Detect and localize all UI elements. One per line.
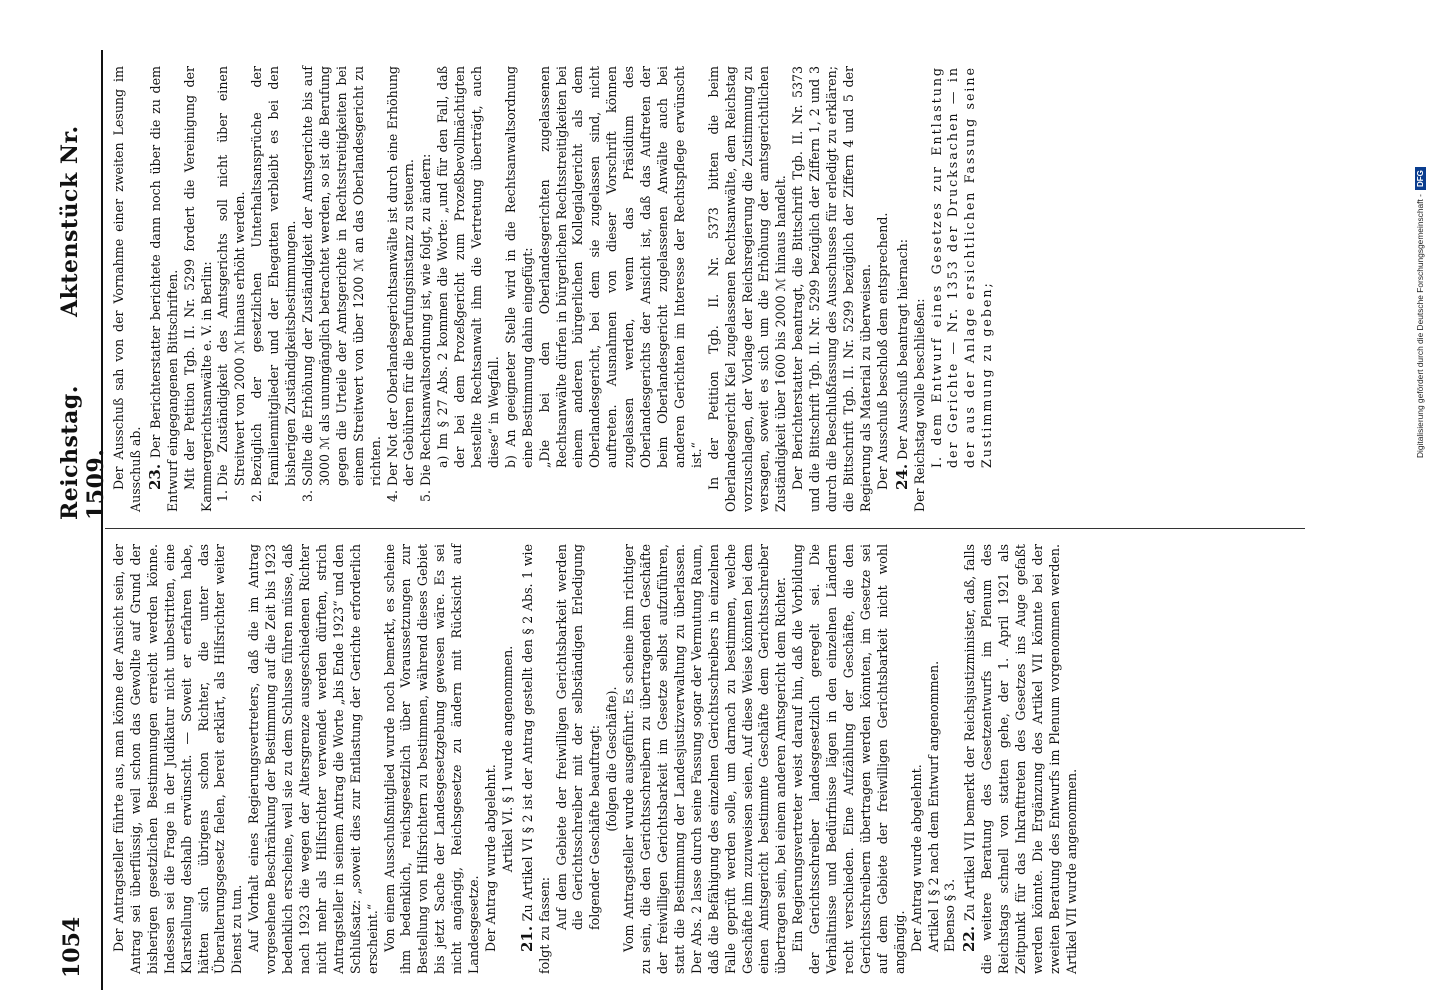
paragraph: Der Reichstag wolle beschließen: (911, 298, 927, 512)
stamp-text: Digitalisierung gefördert durch die Deutsche Forschungsgemeinschaft - (1415, 194, 1425, 458)
paragraph: Mit der Petition Tgb. II. Nr. 5299 fordert die Vereinigung der Kammergerichtsanwälte e. V. in Berlin: (181, 66, 214, 512)
paragraph: Ein Regierungsvertreter weist darauf hin, daß die Vorbildung der Gerichtsschreiber landesgesetzlich geregelt sei. Die Verhältnisse und Bedürfnisse lägen in den einzelnen Ländern recht verschieden. Eine Aufzählung der Geschäfte, die den Gerichtsschreibern übertragen werden könnten, im Gesetze sei auf dem Gebiete der freiwilligen Gerichtsbarkeit nicht wohl angängig. (790, 544, 907, 974)
paragraph: Der Berichterstatter beantragt, die Bittschrift Tgb. II. Nr. 5373 und die Bittschrift Tgb. II. Nr. 5299 bezüglich der Ziffern 1, 2 und 3 durch die Beschlußfassung des Ausschusses für erledigt zu erklären; die Bittschrift Tgb. II. Nr. 5299 bezüglich der Ziffern 4 und 5 der Regierung als Material zu überweisen. (790, 66, 873, 512)
sub-item-a: a) Im § 27 Abs. 2 kommen die Worte: „und für den Fall, daß der bei dem Prozeßgericht zum Prozeßbevollmächtigten bestellte Rechtsanwalt ihm die Vertretung überträgt, auch diese“ in Wegfall. (435, 66, 501, 468)
section-number: 24. (892, 463, 911, 490)
page-header (45, 50, 109, 990)
digitization-stamp (1412, 8, 1428, 458)
block-quote: „Die bei den Oberlandesgerichten zugelassenen Rechtsanwälte dürfen in bürgerlichen Rechtsstreitigkeiten bei einem anderen bürgerlichen Kollegialgericht als dem Oberlandesgericht, bei dem sie zugelassen sind, nicht auftreten. Ausnahmen von dieser Vorschrift können zugelassen werden, wenn das Präsidium des Oberlandesgerichts der Ansicht ist, daß das Auftreten der beim Oberlandesgericht zugelassenen Anwälte auch bei anderen Gerichten im Interesse der Rechtspflege erwünscht ist.“ (536, 66, 704, 468)
paragraph: Von einem Ausschußmitglied wurde noch bemerkt, es scheine ihm bedenklich, reichsgesetzlich über Voraussetzungen zur Bestellung von Hilfsrichtern zu bestimmen, während dieses Gebiet bis jetzt Sache der Landesgesetzgebung gewesen wäre. Es sei nicht angängig, Reichsgesetze zu ändern mit Rücksicht auf Landesgesetze. (381, 544, 482, 974)
column-divider (105, 528, 1305, 529)
dfg-logo: DFG (1415, 167, 1426, 190)
list-item: 3. Sollte die Erhöhung der Zuständigkeit der Amtsgerichte bis auf 3000 ℳ als unumgänglich betrachtet werden, so ist die Berufung gegen die Urteile der Amtsgerichte in Rechtsstreitigkeiten bei einem Streitwert von über 1200 ℳ an das Oberlandesgericht zu richten. (300, 66, 385, 486)
running-head-institution: Reichstag. (57, 385, 83, 520)
list-item: 1. Die Zuständigkeit des Amtsgerichts soll nicht über einen Streitwert von 2000 ℳ hinaus erhöht werden. (215, 66, 249, 486)
paragraph: Der Ausschuß sah von der Vornahme einer zweiten Lesung im Ausschuß ab. (111, 66, 143, 512)
parenthetical: (folgen die Geschäfte). (604, 686, 620, 832)
section-21 (519, 544, 554, 974)
paragraph: Auf Vorhalt eines Regierungsvertreters, daß die im Antrag vorgesehene Beschränkung der Bestimmung auf die Zeit bis 1923 bedenklich erscheine, weil sie zu dem Schlusse führen müsse, daß nach 1923 die wegen der Altersgrenze ausgeschiedenen Richter nicht mehr als Hilfsrichter verwendet werden dürften, strich Antragsteller in seinem Antrag die Worte „bis Ende 1923“ und den Schlußsatz: „soweit dies zur Entlastung der Gerichte erforderlich erscheint.“ (246, 544, 380, 974)
running-head-document: Aktenstück Nr. 1509. (57, 125, 109, 520)
paragraph: Der Antrag wurde abgelehnt. (908, 764, 924, 952)
left-column (111, 544, 1081, 974)
section-text: Der Berichterstatter berichtete dann noch über die zu dem Entwurf eingegangenen Bittschriften. (147, 66, 180, 512)
header-rule (101, 50, 103, 990)
petition-list (215, 66, 435, 512)
paragraph: In der Petition Tgb. II. Nr. 5373 bitten die beim Oberlandesgericht Kiel zugelassenen Rechtsanwälte, dem Reichstag vorzuschlagen, der Vorlage der Reichsregierung die Zustimmung zu versagen, soweit es sich um die Erhöhung der amtsgerichtlichen Zuständigkeit über 1600 bis 2000 ℳ hinaus handelt. (705, 66, 789, 512)
section-text: Der Ausschuß beantragt hiernach: (894, 238, 910, 460)
paragraph: Ebenso § 3. (942, 878, 958, 952)
sub-item-b: b) An geeigneter Stelle wird in die Rechtsanwaltsordnung eine Bestimmung dahin eingefügt: (502, 66, 535, 468)
page-number: 1054 (59, 916, 85, 978)
section-24 (894, 66, 912, 512)
list-item: 4. Der Not der Oberlandesgerichtsanwälte ist durch eine Erhöhung der Gebühren für die Berufungsinstanz zu steuern. (385, 66, 419, 486)
list-item: 2. Bezüglich der gesetzlichen Unterhaltsansprüche der Familienmitglieder und der Ehegatten verbleibt es bei den bisherigen Zuständigkeitsbestimmungen. (249, 66, 300, 486)
paragraph: Der Ausschuß beschloß dem entsprechend. (874, 212, 890, 490)
right-column (111, 66, 996, 512)
section-text: Zu Artikel VII bemerkt der Reichsjustizminister, daß, falls die weitere Beratung des Gesetzentwurfs im Plenum des Reichstags schnell von statten gehe, der 1. April 1921 als Zeitpunkt für das Inkrafttreten des Gesetzes ins Auge gefaßt werden könnte. Die Ergänzung des Artikel VII könnte bei der zweiten Beratung des Entwurfs im Plenum vorgenommen werden. Artikel VII wurde angenommen. (962, 544, 1079, 974)
paragraph: Artikel VI. § 1 wurde angenommen. (499, 645, 515, 873)
paragraph: Der Antrag wurde abgelehnt. (482, 764, 498, 952)
paragraph: Vom Antragsteller wurde ausgeführt: Es scheine ihm richtiger zu sein, die den Gerichtsschreibern zu übertragenden Geschäfte der freiwilligen Gerichtsbarkeit im Gesetze selbst aufzuführen, statt die Bestimmung der Landesjustizverwaltung zu überlassen. Der Abs. 2 lasse durch seine Fassung sogar der Vermutung Raum, daß die Befähigung des einzelnen Gerichtsschreibers in einzelnen Falle geprüft werden solle, um darnach zu bestimmen, welche Geschäfte ihm zuzuweisen seien. Auf diese Weise könnten bei dem einen Amtsgericht bestimmte Geschäfte dem Gerichtsschreiber übertragen sein, bei einem anderen Amtsgericht dem Richter. (621, 544, 789, 974)
section-number: 22. (960, 925, 979, 952)
list-item: 5. Die Rechtsanwaltsordnung ist, wie folgt, zu ändern: (418, 66, 435, 486)
section-number: 21. (517, 925, 536, 952)
paragraph: Artikel I § 2 nach dem Entwurf angenommen. (925, 660, 941, 952)
block-quote: Auf dem Gebiete der freiwilligen Gerichtsbarkeit werden die Gerichtsschreiber mit der selbständigen Erledigung folgender Geschäfte beauftragt: (553, 544, 603, 930)
paragraph: Der Antragsteller führte aus, man könne der Ansicht sein, der Antrag sei überflüssig, weil schon das Gewollte auf Grund der bisherigen gesetzlichen Bestimmungen erreicht werden könne. Indessen sei die Frage in der Judikatur nicht unbestritten, eine Klarstellung deshalb erwünscht. — Soweit er erfahren habe, hätten sich übrigens schon Richter, die unter das Überalterungsgesetz fielen, bereit erklärt, als Hilfsrichter weiter Dienst zu tun. (111, 544, 245, 974)
section-number: 23. (145, 463, 164, 490)
section-text: Zu Artikel VI § 2 ist der Antrag gestellt den § 2 Abs. 1 wie folgt zu fassen: (519, 544, 552, 974)
rotated-document-page (45, 50, 1390, 990)
section-22 (961, 544, 1080, 974)
paragraph: I. dem Entwurf eines Gesetzes zur Entlastung der Gerichte — Nr. 1353 der Drucksachen — in der aus der Anlage ersichtlichen Fassung seine Zustimmung zu geben; (928, 66, 995, 468)
section-23 (147, 66, 182, 512)
